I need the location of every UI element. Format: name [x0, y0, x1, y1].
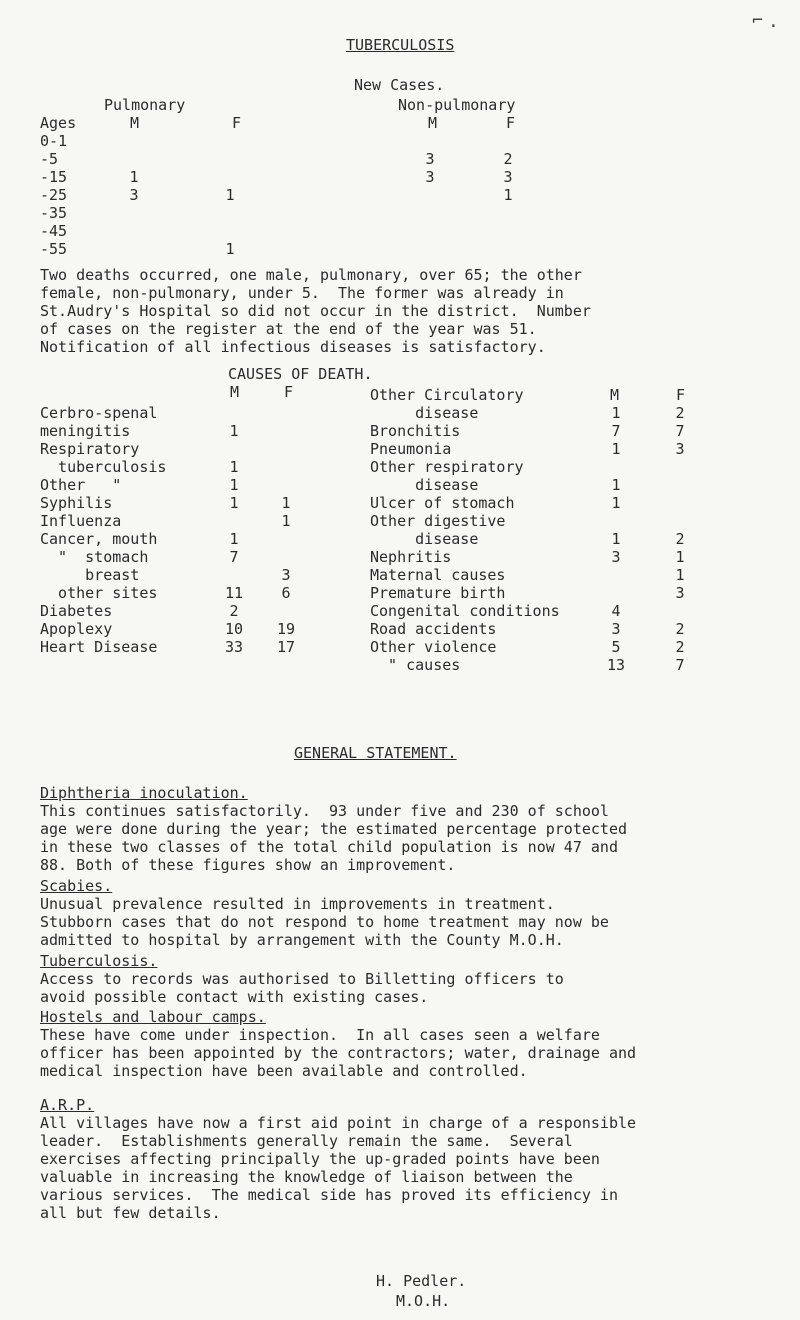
cause-label: Diabetes: [40, 602, 113, 620]
cause-label: Apoplexy: [40, 620, 113, 638]
cause-f-value: 2: [675, 638, 685, 656]
section-heading: Scabies.: [40, 877, 113, 895]
cause-m-value: 1: [611, 440, 621, 458]
cause-label: Other respiratory: [370, 458, 524, 476]
cause-m-value: 4: [611, 602, 621, 620]
signature-name: H. Pedler.: [376, 1272, 467, 1290]
pulmonary-group-header: Pulmonary: [104, 96, 186, 114]
cause-f-value: 1: [675, 566, 685, 584]
non-pulmonary-m-header: M: [428, 114, 438, 132]
new-cases-non-pulmonary-m-cell: 3: [425, 168, 435, 186]
section-line: valuable in increasing the knowledge of liaison between the: [40, 1168, 573, 1186]
cause-label: Road accidents: [370, 620, 497, 638]
cause-f-value: 2: [675, 404, 685, 422]
general-statement-heading: GENERAL STATEMENT.: [294, 744, 457, 762]
statement-section: [40, 784, 780, 874]
section-line: avoid possible contact with existing cases.: [40, 988, 429, 1006]
new-cases-age-cell: -25: [40, 186, 68, 204]
new-cases-heading: New Cases.: [354, 76, 445, 94]
cause-label: Maternal causes: [370, 566, 506, 584]
cause-label: other sites: [40, 584, 158, 602]
statement-section: [40, 1096, 780, 1222]
section-line: leader. Establishments generally remain the same. Several: [40, 1132, 573, 1150]
new-cases-age-cell: -55: [40, 240, 68, 258]
new-cases-age-cell: -5: [40, 150, 59, 168]
paragraph-line: Notification of all infectious diseases is satisfactory.: [40, 338, 546, 356]
causes-heading: CAUSES OF DEATH.: [228, 365, 373, 383]
new-cases-pulmonary-f-cell: 1: [225, 240, 235, 258]
non-pulmonary-group-header: Non-pulmonary: [398, 96, 516, 114]
section-line: in these two classes of the total child population is now 47 and: [40, 838, 618, 856]
cause-m-value: 1: [611, 476, 621, 494]
cause-label: Pneumonia: [370, 440, 452, 458]
cause-m-value: 1: [229, 458, 239, 476]
cause-label: " stomach: [40, 548, 149, 566]
cause-label: Cerbro-spenal: [40, 404, 158, 422]
section-line: admitted to hospital by arrangement with the County M.O.H.: [40, 931, 564, 949]
section-heading: Tuberculosis.: [40, 952, 158, 970]
non-pulmonary-f-header: F: [506, 114, 516, 132]
cause-f-value: 2: [675, 620, 685, 638]
cause-f-value: 19: [276, 620, 296, 638]
section-line: This continues satisfactorily. 93 under five and 230 of school: [40, 802, 609, 820]
section-line: medical inspection have been available and controlled.: [40, 1062, 528, 1080]
cause-label: Syphilis: [40, 494, 113, 512]
section-line: Access to records was authorised to Billetting officers to: [40, 970, 564, 988]
cause-f-value: 7: [675, 422, 685, 440]
page-title: TUBERCULOSIS: [346, 36, 455, 54]
statement-section: [40, 952, 780, 1006]
cause-m-value: 1: [611, 530, 621, 548]
paragraph-line: St.Audry's Hospital so did not occur in the district. Number: [40, 302, 591, 320]
cause-label: Cancer, mouth: [40, 530, 158, 548]
section-line: These have come under inspection. In all cases seen a welfare: [40, 1026, 600, 1044]
paragraph-line: female, non-pulmonary, under 5. The former was already in: [40, 284, 564, 302]
section-line: exercises affecting principally the up-graded points have been: [40, 1150, 600, 1168]
section-line: officer has been appointed by the contractors; water, drainage and: [40, 1044, 637, 1062]
cause-label: Nephritis: [370, 548, 452, 566]
cause-m-value: 1: [229, 476, 239, 494]
cause-f-value: 3: [675, 584, 685, 602]
cause-label: meningitis: [40, 422, 131, 440]
corner-mark: ⌐: [752, 10, 763, 31]
pulmonary-f-header: F: [232, 114, 242, 132]
cause-m-value: 13: [606, 656, 626, 674]
cause-f-value: 3: [281, 566, 291, 584]
new-cases-age-cell: 0-1: [40, 132, 68, 150]
cause-label: Other violence: [370, 638, 497, 656]
cause-label: Bronchitis: [370, 422, 461, 440]
cause-label: Respiratory: [40, 440, 140, 458]
cause-f-value: 2: [675, 530, 685, 548]
causes-right-m-header: M: [610, 386, 620, 404]
cause-label: " causes: [370, 656, 461, 674]
cause-label: disease: [370, 404, 479, 422]
cause-label: disease: [370, 476, 479, 494]
cause-label: Other Circulatory: [370, 386, 524, 404]
cause-f-value: 1: [281, 512, 291, 530]
cause-label: Influenza: [40, 512, 122, 530]
section-line: All villages have now a first aid point in charge of a responsible: [40, 1114, 637, 1132]
pulmonary-m-header: M: [130, 114, 140, 132]
cause-m-value: 5: [611, 638, 621, 656]
causes-right-f-header: F: [676, 386, 686, 404]
cause-f-value: 1: [675, 548, 685, 566]
cause-m-value: 1: [611, 494, 621, 512]
cause-f-value: 6: [281, 584, 291, 602]
new-cases-age-cell: -35: [40, 204, 68, 222]
section-heading: Hostels and labour camps.: [40, 1008, 266, 1026]
cause-label: tuberculosis: [40, 458, 167, 476]
cause-m-value: 7: [611, 422, 621, 440]
new-cases-pulmonary-f-cell: 1: [225, 186, 235, 204]
cause-f-value: 3: [675, 440, 685, 458]
ages-column-header: Ages: [40, 114, 77, 132]
new-cases-non-pulmonary-f-cell: 3: [503, 168, 513, 186]
cause-label: disease: [370, 530, 479, 548]
causes-left-f-header: F: [284, 383, 294, 401]
cause-m-value: 33: [224, 638, 244, 656]
cause-label: Heart Disease: [40, 638, 158, 656]
cause-f-value: 17: [276, 638, 296, 656]
section-line: Stubborn cases that do not respond to home treatment may now be: [40, 913, 609, 931]
section-line: all but few details.: [40, 1204, 221, 1222]
cause-label: Congenital conditions: [370, 602, 560, 620]
cause-m-value: 7: [229, 548, 239, 566]
cause-label: breast: [40, 566, 140, 584]
section-line: various services. The medical side has proved its efficiency in: [40, 1186, 618, 1204]
section-line: 88. Both of these figures show an improvement.: [40, 856, 456, 874]
cause-label: Ulcer of stomach: [370, 494, 515, 512]
cause-m-value: 2: [229, 602, 239, 620]
cause-m-value: 3: [611, 620, 621, 638]
new-cases-non-pulmonary-f-cell: 2: [503, 150, 513, 168]
signature-title: M.O.H.: [396, 1292, 451, 1310]
new-cases-pulmonary-m-cell: 3: [129, 186, 139, 204]
causes-left-m-header: M: [230, 383, 240, 401]
cause-m-value: 11: [224, 584, 244, 602]
cause-label: Other ": [40, 476, 122, 494]
cause-m-value: 1: [611, 404, 621, 422]
corner-dot: ·: [768, 16, 779, 37]
cause-m-value: 1: [229, 494, 239, 512]
section-heading: A.R.P.: [40, 1096, 95, 1114]
cause-m-value: 3: [611, 548, 621, 566]
section-heading: Diphtheria inoculation.: [40, 784, 248, 802]
statement-section: [40, 1008, 780, 1080]
cause-m-value: 1: [229, 530, 239, 548]
cause-f-value: 7: [675, 656, 685, 674]
cause-label: Other digestive: [370, 512, 506, 530]
section-line: age were done during the year; the estimated percentage protected: [40, 820, 627, 838]
cause-m-value: 10: [224, 620, 244, 638]
new-cases-age-cell: -45: [40, 222, 68, 240]
new-cases-non-pulmonary-m-cell: 3: [425, 150, 435, 168]
section-line: Unusual prevalence resulted in improvements in treatment.: [40, 895, 555, 913]
new-cases-age-cell: -15: [40, 168, 68, 186]
new-cases-non-pulmonary-f-cell: 1: [503, 186, 513, 204]
statement-section: [40, 877, 780, 949]
paragraph-line: Two deaths occurred, one male, pulmonary, over 65; the other: [40, 266, 582, 284]
cause-label: Premature birth: [370, 584, 506, 602]
new-cases-pulmonary-m-cell: 1: [129, 168, 139, 186]
cause-m-value: 1: [229, 422, 239, 440]
paragraph-line: of cases on the register at the end of the year was 51.: [40, 320, 537, 338]
cause-f-value: 1: [281, 494, 291, 512]
deaths-paragraph: [40, 266, 780, 356]
